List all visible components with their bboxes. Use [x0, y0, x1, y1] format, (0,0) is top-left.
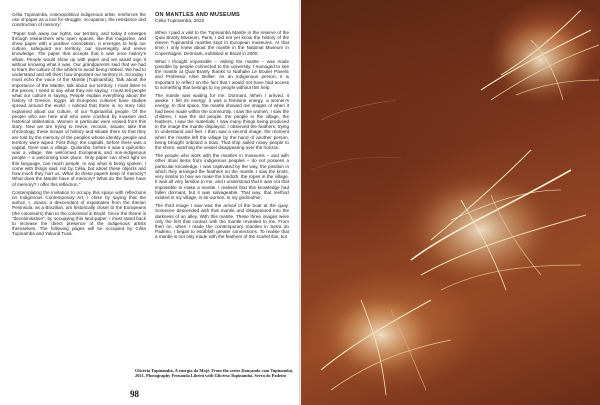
photo-caption [135, 368, 295, 378]
page-number: 98 [130, 389, 139, 399]
feather-wisps [311, 100, 401, 170]
feather-cluster-center [401, 150, 586, 290]
closing-paragraph: Contemplating the invitation to occupy this space with reflections on Indigenous Contemporary Art, I close by saying that the author, I, Joana, a descendant of expatriates from the Iberian Peninsula, as a Brazilian, am historically closer to the Europeans (the colonisers) than to the colonised in Brazil. Since the theme is "decolonisation", by occupying this land-paper, I must stand back to increase the direct presence of the indigenous artists themselves. The following pages will be occupied by Célia Tupinambá and Yakunã Tuxá. [12, 189, 146, 237]
article-paragraph: What I thought impossible – visiting the mantle – was made possible by people connected to the university. I managed to see the mantle at Quai Branly thanks to Nathalie Le Bouler Pavelic and Professor Aline Bellier. As an indigenous person, it is important to reflect on the fact that I would not have had access to something that belongs to my people without this help. [155, 58, 289, 90]
article-paragraph: The mantle was waiting for me. Dormant. When I arrived, it awoke. I felt its energy: it was a feminine energy, a women's energy. In that space, the mantle showed me images of when it had been made within the community. I saw the women, I saw the children, I saw the old people, the people in the village, the feathers, I saw the materials. I saw many things being produced in the image the mantle displayed. I observed the feathers, trying to understand and feel. I then saw a second image, the moment when the mantle left the village by the hand of another person, being brought onboard a boat. That ship sailed many people to the shore, watching the vessel disappearing over the horizon. [155, 93, 289, 151]
article-paragraph: The people who work with the mantles in museums – and with other ritual items from indigenous peoples – do not possess a particular knowledge. I was captivated by the way, the position in which they arranged the feathers on the mantle. I saw the knots, very similar to how we make the tondoth, the ropes in the village. It was all very familiar to me, and I understood that it was not that impossible to make a mantle. I realised that this knowledge had fallen dormant, but it was salvageable. That way, that method existed in my village, in its women, in my godmother. [155, 153, 289, 200]
article-column [155, 12, 289, 372]
text-columns [12, 12, 289, 372]
feather-artwork-illustration [301, 0, 600, 405]
quote-paragraph: "Paper took away our rights, our territory, and today it emerges through researchers who open spaces, like this magazine, and show paper with a positive connotation. It emerges to help our culture, safeguard our territory, our sovereignty and revive knowledge. The paper that accepts that it was once history's villain. People would show up with paper and we would sign it without knowing what it was. Our grandparents said that we had to learn the culture of the whites to avoid being robbed. We had to understand and tell them how important our territory is. So today I must echo the voice of the Mantle [Tupinambá]. Talk about the importance of the Mantle, talk about our territory. I must listen to the pieces; I need to say what they are saying. I must tell people what our culture is saying. People explain everything about the history of Greece, Egypt, all European cultures have studies spread around the world. I noticed that there is no story told, explained about our culture, of our Tupinambá people. Of the people who are here and who were crushed by invasion and historical obliteration. Women in particular were erased from this story. Now we are trying to revive, recount, situate, take this chronology, these scraps of history and situate them so that they are told by the memory of the peoples whose identity, people and territory were wiped. First thing: the capitals, before there was a capital, there was a village. Quilombo, before it was a quilombo, was a village. We welcomed Europeans and non-indigenous people – a welcoming took place. Only paper can shed light on this language, can reach people, to say what is being spoken. I come with things said, not by Célia, but about these objects and how much they hurt us. What do these papers keep of memory? What does the Mantle have of memory? What do the flutes have of memory? I offer this reflection." [12, 30, 146, 187]
feather-cluster-top [481, 10, 599, 105]
article-paragraph: The third image I saw was the arrival of the boat at the quay. Someone descended with that mantle and disappeared into the darkness of an alley. With this mantle. These three images were only the first that contact with the mantle revealed to me. From then on, when I made the contemporary mantles in Serra do Padeiro, I began to establish greater connections. To realise that a mantle is not only made with the feathers of the scarlet ibis, but [155, 203, 289, 240]
text-page [0, 0, 299, 405]
left-column [12, 12, 146, 372]
article-paragraph: When I paid a visit to the Tupinambá Mantle in the reserve of the Quai Branly Museum, Paris, I did not yet know the history of the eleven Tupinambá mantles kept in European museums. At that time, I only knew about the mantle in the National Museum in Copenhagen, Denmark, exhibited in Brazil in 2000. [155, 29, 289, 56]
article-title: ON MANTLES AND MUSEUMS [155, 12, 240, 18]
feather-photograph [301, 0, 600, 405]
article-byline: Célia Tupinambá, 2022 [155, 19, 205, 25]
feather-cluster-bottom [321, 290, 451, 395]
caption-text: Glicéria Tupinambá, A energia da Mojé. From the series Dançando com Tupinambá, 2021. Photography Fernanda Liberti with Glicéria Tupinambá, Serra do Padeiro [135, 368, 293, 378]
intro-paragraph: Célia Tupinambá, cosmopolitical indigenous artist, reinforces the use of paper as a tool for struggle, occupation, the resistance and construction of memory: [12, 12, 146, 28]
